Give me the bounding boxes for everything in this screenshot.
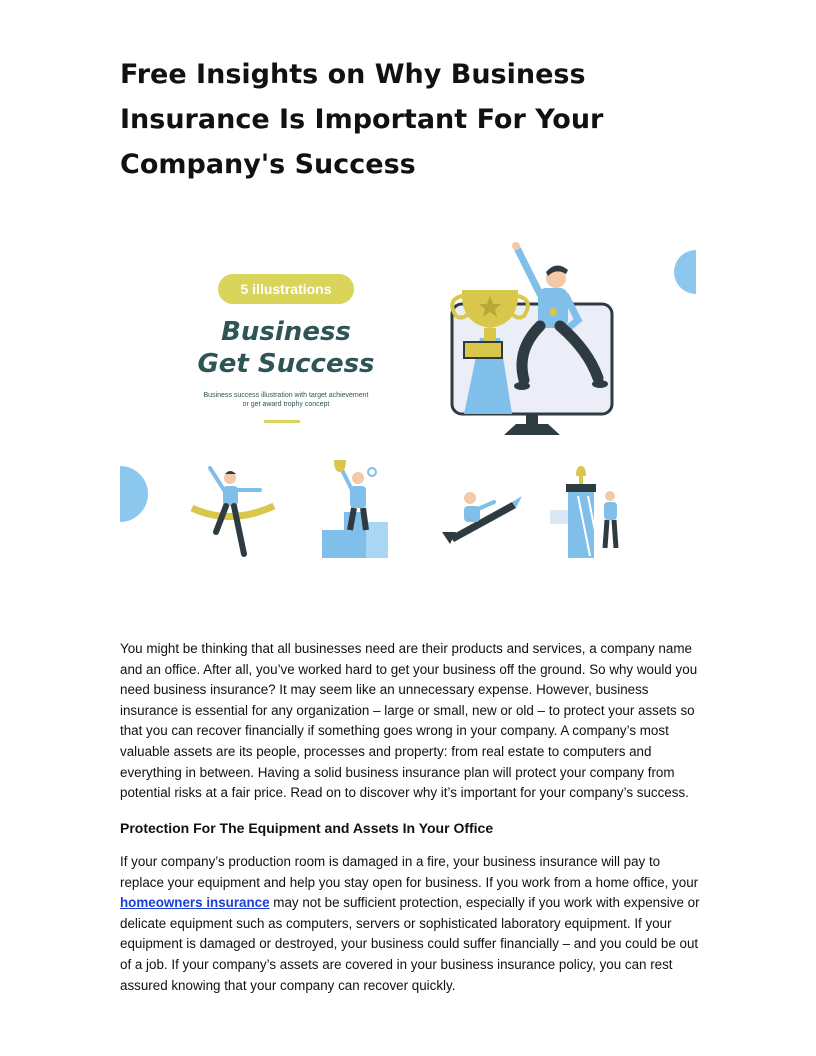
ladder-vignette — [550, 466, 617, 558]
rocket-vignette — [442, 492, 522, 544]
hero-caption-line2: or get award trophy concept — [242, 401, 330, 408]
hero-headline-line1: Business — [221, 317, 351, 347]
intro-paragraph: You might be thinking that all businesses need are their products and services, a company name and an office. After all, you’ve worked hard to get your business off the ground. So why would you need business insurance? It may seem like an unnecessary expense. However, business insurance is essential for any organization – large or small, new or old – to protect your assets so that you can recover financially if something goes wrong in your company. A company’s most valuable assets are its people, processes and property: from real estate to computers and everything in between. Having a solid business insurance plan will protect your company from potential risks at a fair price. Read on to discover why it’s important for your company’s success. — [120, 641, 698, 801]
section-heading: Protection For The Equipment and Assets In Your Office — [120, 820, 494, 836]
page-title: Free Insights on Why Business Insurance Is Important For Your Company's Success — [120, 59, 604, 180]
section-paragraph-text-after: may not be sufficient protection, especially if you work with expensive or delicate equipment such as computers, servers or sophisticated laboratory equipment. If your equipment is damaged or destroyed, your business could suffer financially – and you could be out of a job. If your company’s assets are covered in your business insurance policy, you can rest assured knowing that your company can recover quickly. — [120, 895, 700, 993]
hero-caption-line1: Business success illustration with target achievement — [203, 392, 369, 399]
section-paragraph-text-before: If your company’s production room is damaged in a fire, your business insurance will pay to replace your equipment and help you stay open for business. If you work from a home office, your — [120, 854, 699, 890]
podium-vignette — [322, 460, 388, 558]
homeowners-insurance-link[interactable]: homeowners insurance — [120, 895, 270, 911]
corner-shape-icon — [674, 250, 696, 294]
monitor-trophy-illustration — [452, 242, 612, 435]
business-success-illustration — [120, 240, 696, 590]
hero-headline-line2: Get Success — [197, 349, 375, 379]
section-paragraph — [120, 852, 700, 996]
divider-line — [264, 420, 300, 423]
hero-illustration — [120, 240, 696, 590]
finish-line-vignette — [192, 468, 274, 554]
edge-shape-icon — [120, 466, 148, 522]
badge-label: 5 illustrations — [240, 281, 332, 297]
